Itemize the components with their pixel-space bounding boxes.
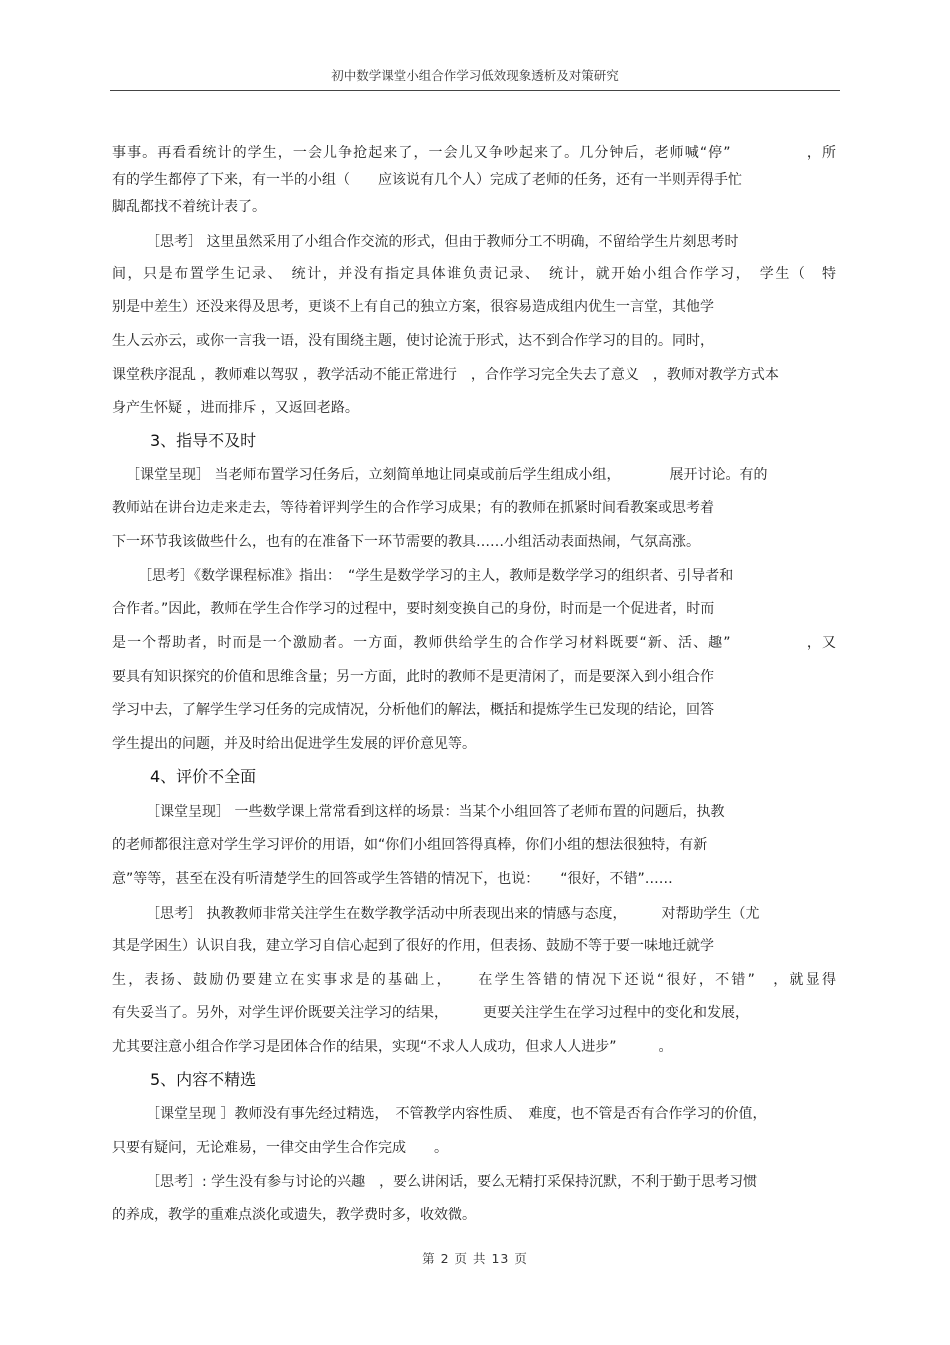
body-line: 脚乱都找不着统计表了。 [112,199,266,215]
body-line: 身产生怀疑 ，进而排斥 ，又返回老路。 [112,400,359,416]
body-line: 意”等等，甚至在没有听清楚学生的回答或学生答错的情况下，也说： “很好，不错”…… [112,871,673,887]
page-number-footer: 第 2 页 共 13 页 [422,1251,528,1266]
body-line: 事事。再看看统计的学生，一会儿争抢起来了，一会儿又争吵起来了。几分钟后，老师喊“停” ，所 [112,145,836,161]
body-line: ［课堂呈现 ］教师没有事先经过精选， 不管教学内容性质、 难度，也不管是否有合作学习的价值， [146,1106,767,1122]
body-line: ［思考］《数学课程标准》指出： “学生是数学学习的主人，教师是数学学习的组织者、引导者和 [138,568,734,584]
body-line: 合作者。”因此，教师在学生合作学习的过程中，要时刻变换自己的身份，时而是一个促进者，时而 [112,601,715,617]
body-line: 只要有疑问，无论难易，一律交由学生合作完成 。 [112,1140,448,1156]
body-line: 下一环节我该做些什么，也有的在准备下一环节需要的教具……小组活动表面热闹，气氛高涨。 [112,534,700,550]
section-heading: 5、内容不精选 [150,1070,257,1089]
body-line: 有失妥当了。另外，对学生评价既要关注学习的结果， 更要关注学生在学习过程中的变化和发展， [112,1005,749,1021]
body-line: 教师站在讲台边走来走去，等待着评判学生的合作学习成果；有的教师在抓紧时间看教案或思考着 [112,500,714,516]
body-line: ［课堂呈现］ 当老师布置学习任务后，立刻简单地让同桌或前后学生组成小组， 展开讨论。有的 [126,467,768,483]
body-line: 生，表扬、鼓励仍要建立在实事求是的基础上， 在学生答错的情况下还说“很好，不错” ，就显得 [112,972,836,988]
body-line: ［课堂呈现］ 一些数学课上常常看到这样的场景：当某个小组回答了老师布置的问题后，执教 [146,804,725,820]
body-line: 其是学困生）认识自我，建立学习自信心起到了很好的作用，但表扬、鼓励不等于要一味地迁就学 [112,938,714,954]
body-line: 课堂秩序混乱 ，教师难以驾驭 ，教学活动不能正常进行 ，合作学习完全失去了意义 ，教师对教学方式本 [112,367,779,383]
body-line: 的老师都很注意对学生学习评价的用语，如“你们小组回答得真棒，你们小组的想法很独特，有新 [112,837,708,853]
body-line: ［思考］ 这里虽然采用了小组合作交流的形式，但由于教师分工不明确，不留给学生片刻思考时 [146,234,739,250]
section-heading: 4、评价不全面 [150,767,257,786]
body-line: 间，只是布置学生记录、 统计，并没有指定具体谁负责记录、 统计，就开始小组合作学习， 学生（ 特 [112,266,836,282]
header-rule [110,90,840,91]
body-line: 尤其要注意小组合作学习是团体合作的结果，实现“不求人人成功，但求人人进步” 。 [112,1039,673,1055]
body-line: ［思考］: 学生没有参与讨论的兴趣 ，要么讲闲话，要么无精打采保持沉默，不利于勤于思考习惯 [146,1174,758,1190]
page-header-title: 初中数学课堂小组合作学习低效现象透析及对策研究 [331,68,619,83]
body-line: 有的学生都停了下来，有一半的小组（ 应该说有几个人）完成了老师的任务，还有一半则弄得手忙 [112,172,742,188]
body-line: ［思考］ 执教教师非常关注学生在数学教学活动中所表现出来的情感与态度， 对帮助学生（尤 [146,906,760,922]
body-line: 生人云亦云，或你一言我一语，没有围绕主题，使讨论流于形式，达不到合作学习的目的。同时， [112,333,714,349]
body-line: 别是中差生）还没来得及思考，更谈不上有自己的独立方案，很容易造成组内优生一言堂，其他学 [112,299,714,315]
section-heading: 3、指导不及时 [150,431,257,450]
body-line: 学习中去，了解学生学习任务的完成情况，分析他们的解法，概括和提炼学生已发现的结论，回答 [112,702,714,718]
body-line: 是一个帮助者，时而是一个激励者。一方面，教师供给学生的合作学习材料既要“新、活、趣” ，又 [112,635,836,651]
body-line: 要具有知识探究的价值和思维含量；另一方面，此时的教师不是更清闲了，而是要深入到小组合作 [112,669,714,685]
body-line: 学生提出的问题，并及时给出促进学生发展的评价意见等。 [112,736,476,752]
body-line: 的养成，教学的重难点淡化或遗失，教学费时多，收效微。 [112,1207,476,1223]
